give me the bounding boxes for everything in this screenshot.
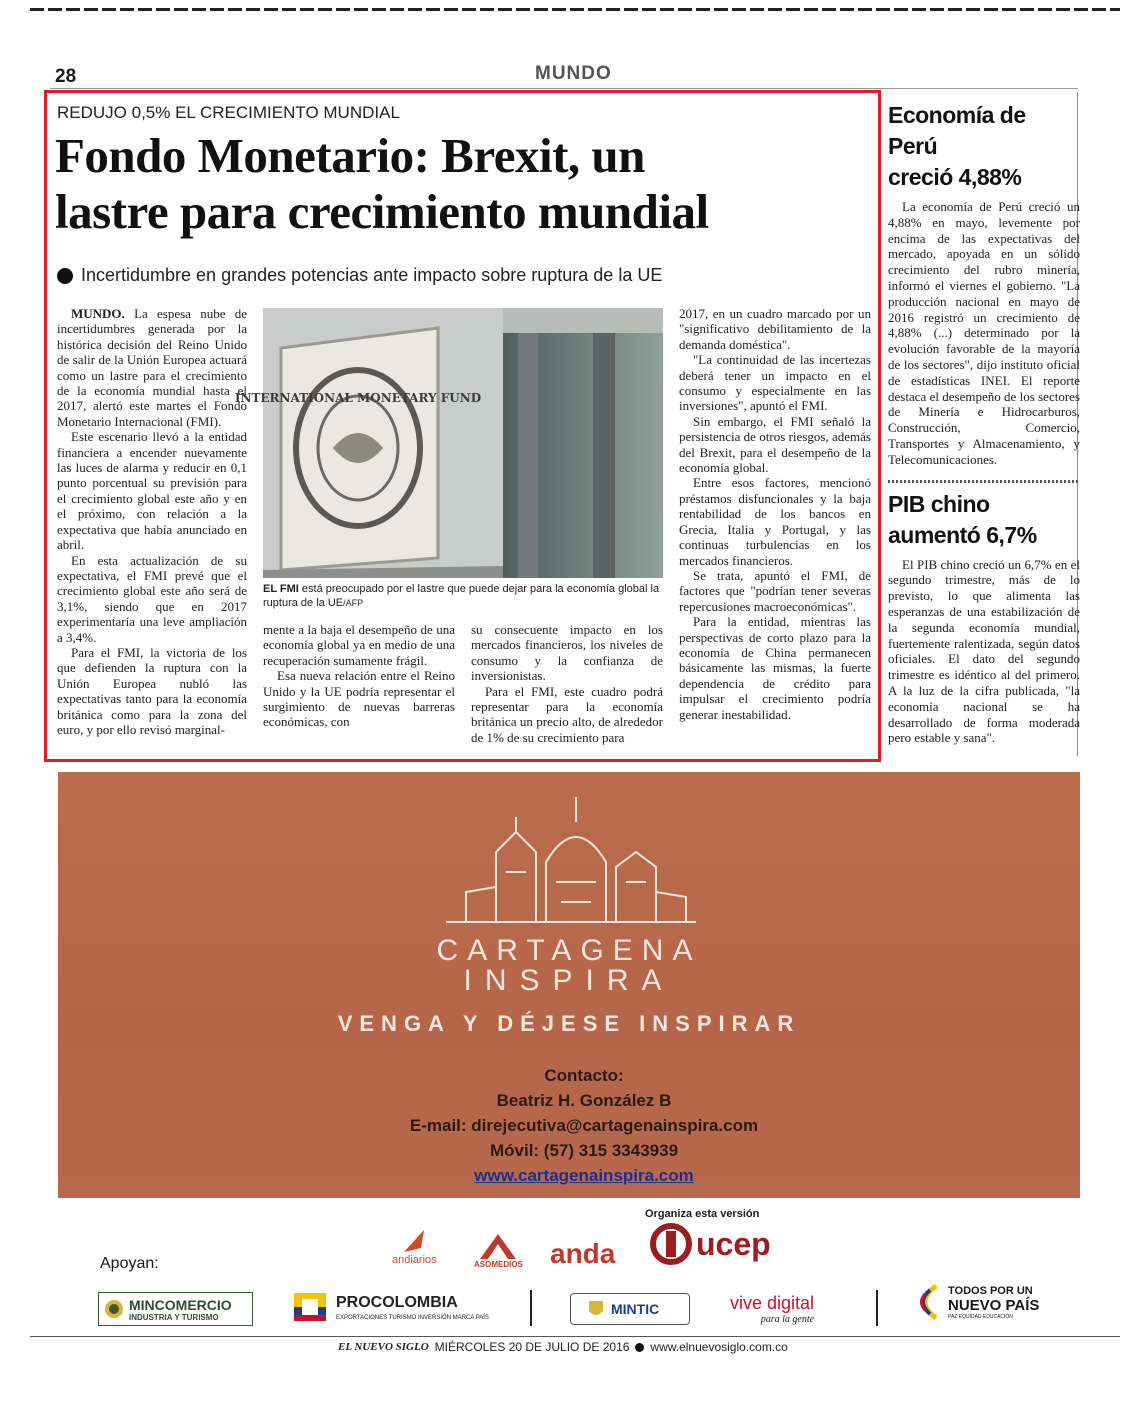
ad-brand-line-1: CARTAGENA (436, 934, 702, 967)
col4-p3: Sin embargo, el FMI señaló la persistencia de otros riesgos, además del Brexit, para el desempeño de la economía global. (679, 413, 871, 476)
asomedios-text: ASOMEDIOS (474, 1260, 523, 1269)
vive-digital-sub: para la gente (760, 1314, 815, 1325)
peru-title-line-2: creció 4,88% (888, 164, 1022, 190)
tricolor-icon (912, 1282, 942, 1322)
sidebar-separator (888, 480, 1080, 483)
photo-seal-text: INTERNATIONAL MONETARY FUND (234, 391, 482, 405)
procolombia-text: PROCOLOMBIA (336, 1293, 458, 1311)
mincomercio-text: MINCOMERCIO (129, 1296, 232, 1313)
bullet-icon (57, 268, 73, 284)
mintic-logo (570, 1293, 690, 1325)
footer-url[interactable]: www.elnuevosiglo.com.co (650, 1340, 788, 1354)
procolombia-logo (292, 1291, 489, 1323)
ad-slogan: VENGA Y DÉJESE INSPIRAR (337, 1011, 801, 1036)
footer-dot-icon (635, 1343, 644, 1352)
anda-logo: anda (550, 1238, 616, 1269)
ucep-text: ucep (696, 1225, 771, 1262)
headline-line-1: Fondo Monetario: Brexit, un (55, 128, 645, 183)
sidebar (888, 100, 1080, 746)
col4-p6: Para la entidad, mientras las perspectivas de corto plazo para la economía de China permanecen básicamente las mismas, la fuerte dependencia de crédito para impulsar el crecimiento podría generar inestabilidad. (679, 614, 871, 722)
page-footer (338, 1340, 788, 1354)
photo-caption (263, 582, 663, 610)
col2-p2: Esa nueva relación entre el Reino Unido y la UE podría representar el surgimiento de nuevas barreras económicas, con (263, 668, 455, 730)
caption-label: EL FMI (263, 583, 299, 595)
col1-p2: Este escenario llevó a la entidad financiera a encender nuevamente las luces de alarma y reducir en 0,1 punto porcentual su previsión para el crecimiento global este año y en el próximo, con relación a la expectativa que había anunciado en abril. (57, 429, 247, 553)
ad-phone: Móvil: (57) 315 3343939 (489, 1141, 679, 1160)
cartagena-advertisement (58, 772, 1080, 1198)
col3-p2: Para el FMI, este cuadro podrá representar para la economía británica un precio alto, de alrededor de 1% de su crecimiento para (471, 683, 663, 745)
ucep-logo (650, 1223, 771, 1265)
vive-digital-text: vive digital (730, 1293, 815, 1313)
ad-email[interactable]: E-mail: direjecutiva@cartagenainspira.com (409, 1116, 759, 1135)
china-title-line-2: aumentó 6,7% (888, 521, 1037, 548)
andiarios-text: andiarios (392, 1254, 437, 1266)
procolombia-sub: EXPORTACIONES TURISMO INVERSIÓN MARCA PAÍS (336, 1314, 489, 1321)
china-body (888, 557, 1080, 747)
caption-text: está preocupado por el lastre que puede dejar para la economía global la ruptura de la UE (263, 583, 660, 609)
footer-newspaper: EL NUEVO SIGLO (338, 1341, 429, 1353)
organiza-label: Organiza esta versión (645, 1208, 760, 1220)
article-column-3 (471, 622, 663, 745)
apoyan-label: Apoyan: (100, 1255, 159, 1272)
footer-date: MIÉRCOLES 20 DE JULIO DE 2016 (434, 1340, 630, 1354)
col1-p1: La espesa nube de incertidumbres generada por la histórica decisión del Reino Unido de salir de la Unión Europea actuará como un lastre para el crecimiento de la economía mundial hasta el 2017, alertó este martes el Fondo Monetario Internacional (FMI). (57, 306, 248, 429)
peru-title-line-1: Economía de Perú (888, 102, 1026, 159)
ad-brand-line-2: INSPIRA (463, 964, 675, 997)
mintic-text: MINTIC (611, 1301, 660, 1317)
asomedios-logo (474, 1232, 523, 1269)
ucep-icon (650, 1223, 692, 1265)
article-headline (55, 128, 870, 240)
article-column-1 (57, 306, 247, 737)
china-body-text: El PIB chino creció un 6,7% en el segundo trimestre, más de lo previsto, lo que alimenta las esperanzas de una estabilización de la segunda economía mundial, fuertemente ralentizada, según datos oficiales. El dato del segundo trimestre es idéntico al del primero. A la luz de la cifra publicada, "la economía nacional se ha desarrollado de forma moderada pero estable y sana". (888, 556, 1080, 746)
logo-divider (876, 1290, 878, 1326)
imf-building-illustration (234, 308, 663, 578)
footer-rule (30, 1336, 1120, 1337)
logo-divider (530, 1290, 532, 1326)
cathedral-sketch-icon (436, 792, 706, 932)
vive-digital-logo (730, 1293, 814, 1325)
procolombia-icon (292, 1291, 328, 1323)
col4-p1: 2017, en un cuadro marcado por un "significativo debilitamiento de la demanda doméstica". (679, 306, 871, 352)
section-name: MUNDO (535, 63, 612, 84)
article-column-2 (263, 622, 455, 730)
col4-p5: Se trata, apuntó el FMI, de factores que "podrían tener severas repercusiones macroeconómicas". (679, 567, 871, 614)
peru-title (888, 100, 1080, 193)
article-photo (234, 308, 663, 578)
header-rule (50, 88, 1078, 89)
col1-p4: Para el FMI, la victoria de los que defienden la ruptura con la Unión Europea nubló las expectativas tanto para la economía británica como para la zona del euro, y por ello revisó marginal- (57, 644, 247, 737)
china-title-line-1: PIB chino (888, 490, 990, 517)
todos-sub: PAZ EQUIDAD EDUCACIÓN (948, 1313, 1013, 1320)
peru-body-text: La economía de Perú creció un 4,88% en mayo, levemente por encima de las expectativas del mercado, apoyada en un sólido crecimiento del rubro minería, informó el viernes el gobierno. "La producción nacional en mayo de 2016 registró un crecimiento de 4,88% (...) determinado por la evolución favorable de la mayoría de los sectores", dijo instituto oficial de estadísticas INEI. El reporte destaca el desempeño de los sectores de Minería e Hidrocarburos, Construcción, Comercio, Transportes y Almacenamiento, y Telecomunicaciones. (888, 199, 1080, 467)
mincomercio-sub: INDUSTRIA Y TURISMO (129, 1312, 219, 1322)
col3-p1: su consecuente impacto en los mercados financieros, los niveles de consumo y la confianza de inversionistas. (471, 622, 663, 684)
article-kicker: REDUJO 0,5% EL CRECIMIENTO MUNDIAL (57, 103, 400, 122)
col2-p1: mente a la baja el desempeño de una economía global ya en medio de una recuperación sumamente frágil. (263, 622, 455, 668)
andiarios-logo (392, 1228, 437, 1266)
ad-contact-label: Contacto: (544, 1066, 624, 1085)
lead-label: MUNDO. (71, 306, 125, 321)
mincomercio-logo (98, 1292, 253, 1326)
todos-por-un-nuevo-pais-logo (912, 1282, 1039, 1322)
page-number: 28 (55, 66, 77, 87)
col4-p2: "La continuidad de las incertezas deberá tener un impacto en el consumo y especialmente en las inversiones", apuntó el FMI. (679, 352, 871, 414)
ad-website-text[interactable]: www.cartagenainspira.com (474, 1166, 694, 1185)
colombia-shield-icon (587, 1299, 605, 1319)
todos-text: TODOS POR UN (948, 1284, 1033, 1297)
col1-p3: En esta actualización de su expectativa, el FMI prevé que el crecimiento global este año será de 3,1%, siendo que en 2017 experimentaría una leve ampliación a 3,4%. (57, 552, 247, 645)
nuevo-pais-text: NUEVO PAÍS (948, 1296, 1040, 1314)
article-deck (57, 265, 662, 286)
peru-body (888, 199, 1080, 468)
ad-contact-name: Beatriz H. González B (496, 1091, 672, 1110)
andiarios-icon (399, 1228, 429, 1254)
caption-credit: /AFP (343, 598, 364, 608)
headline-line-2: lastre para crecimiento mundial (55, 184, 709, 239)
asomedios-icon (478, 1232, 518, 1260)
deck-text: Incertidumbre en grandes potencias ante impacto sobre ruptura de la UE (81, 265, 663, 285)
article-column-4 (679, 306, 871, 722)
ad-website-link[interactable] (58, 1166, 1110, 1186)
col4-p4: Entre esos factores, mencionó préstamos disfuncionales y la baja rentabilidad de los bancos en Grecia, Italia y Portugal, y las continuas turbulencias en los mercados financieros. (679, 475, 871, 568)
china-title (888, 489, 1080, 551)
top-rule (30, 8, 1120, 11)
colombia-shield-icon (103, 1298, 125, 1320)
